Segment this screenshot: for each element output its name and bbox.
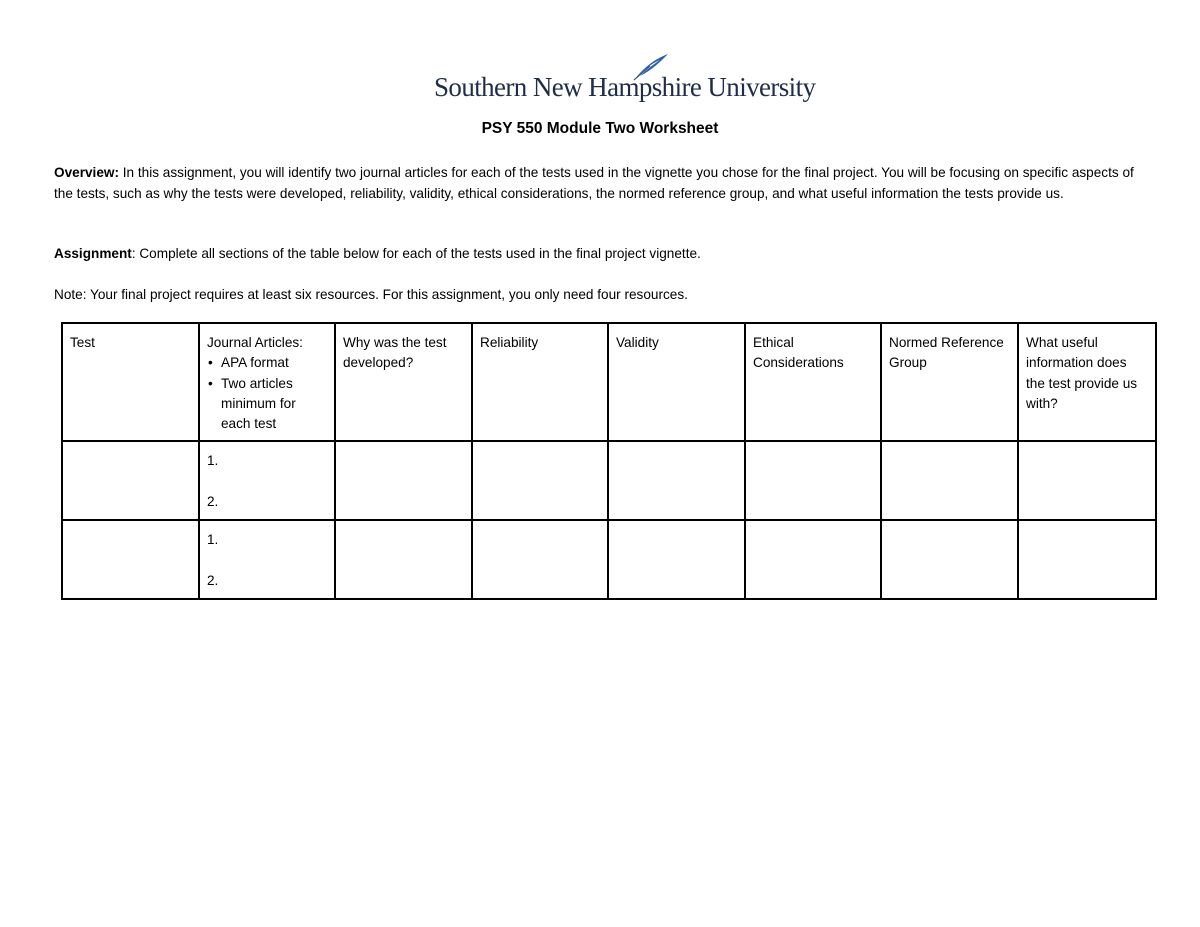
header-why-developed: Why was the test developed? bbox=[335, 323, 472, 441]
assignment-label: Assignment bbox=[54, 246, 132, 261]
header-validity: Validity bbox=[608, 323, 745, 441]
article-number-2: 2. bbox=[207, 573, 219, 589]
journal-bullet-apa: • APA format bbox=[221, 353, 328, 373]
reliability-cell[interactable] bbox=[472, 520, 608, 599]
table-row bbox=[62, 520, 1156, 599]
normed-cell[interactable] bbox=[881, 520, 1018, 599]
why-cell[interactable] bbox=[335, 520, 472, 599]
header-ethical: Ethical Considerations bbox=[745, 323, 881, 441]
assignment-text: : Complete all sections of the table below for each of the tests used in the final project vignette. bbox=[131, 246, 701, 261]
assignment-paragraph bbox=[54, 244, 1144, 265]
logo-text: Southern New Hampshire University bbox=[434, 72, 816, 102]
overview-label: Overview: bbox=[54, 165, 119, 180]
header-journal-label: Journal Articles: bbox=[207, 335, 303, 350]
article-number-2: 2. bbox=[207, 494, 219, 510]
validity-cell[interactable] bbox=[608, 441, 745, 520]
header-journal-articles bbox=[199, 323, 335, 441]
journal-requirements-list bbox=[207, 353, 328, 434]
ethical-cell[interactable] bbox=[745, 520, 881, 599]
ethical-cell[interactable] bbox=[745, 441, 881, 520]
journal-bullet-two-articles: • Two articles minimum for each test bbox=[221, 374, 328, 435]
test-cell[interactable] bbox=[62, 441, 199, 520]
article-number-1: 1. bbox=[207, 453, 219, 468]
university-logo bbox=[434, 52, 816, 108]
normed-cell[interactable] bbox=[881, 441, 1018, 520]
page-title: PSY 550 Module Two Worksheet bbox=[481, 120, 719, 137]
header-normed-group: Normed Reference Group bbox=[881, 323, 1018, 441]
header-useful-info: What useful information does the test provide us with? bbox=[1018, 323, 1156, 441]
note-paragraph: Note: Your final project requires at least six resources. For this assignment, you only need four resources. bbox=[54, 287, 688, 302]
overview-text: In this assignment, you will identify two journal articles for each of the tests used in the vignette you chose for the final project. You will be focusing on specific aspects of the tests, such as why the tests were developed, reliability, validity, ethical considerations, the normed reference group, and what useful information the tests provide us. bbox=[54, 165, 1134, 201]
worksheet-table bbox=[61, 322, 1157, 600]
articles-cell[interactable] bbox=[199, 520, 335, 599]
reliability-cell[interactable] bbox=[472, 441, 608, 520]
why-cell[interactable] bbox=[335, 441, 472, 520]
overview-paragraph bbox=[54, 163, 1144, 204]
useful-cell[interactable] bbox=[1018, 441, 1156, 520]
header-test: Test bbox=[62, 323, 199, 441]
header-reliability: Reliability bbox=[472, 323, 608, 441]
validity-cell[interactable] bbox=[608, 520, 745, 599]
articles-cell[interactable] bbox=[199, 441, 335, 520]
article-number-1: 1. bbox=[207, 532, 219, 547]
table-row bbox=[62, 441, 1156, 520]
table-header-row bbox=[62, 323, 1156, 441]
useful-cell[interactable] bbox=[1018, 520, 1156, 599]
test-cell[interactable] bbox=[62, 520, 199, 599]
